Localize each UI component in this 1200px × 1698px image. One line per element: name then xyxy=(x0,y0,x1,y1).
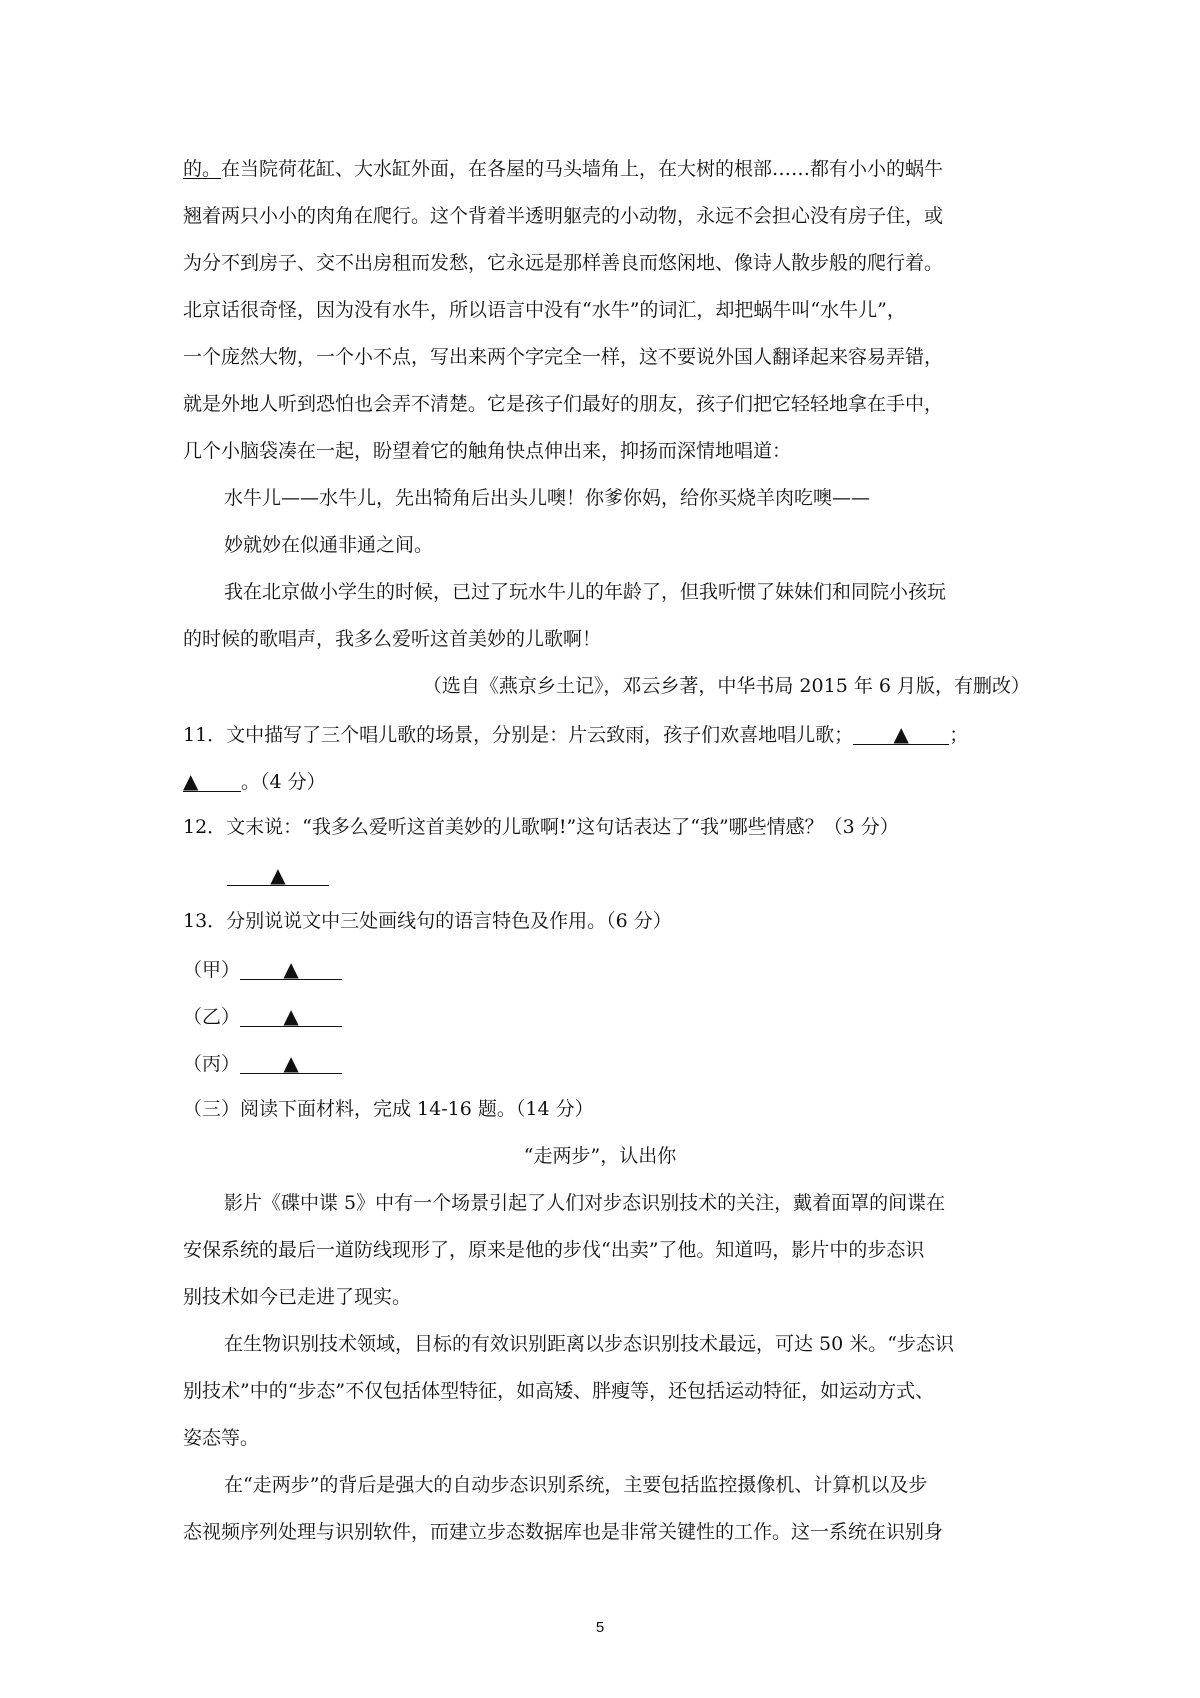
passage-line: 的时候的歌唱声，我多么爱听这首美妙的儿歌啊！ xyxy=(183,628,602,650)
answer-blank[interactable] xyxy=(240,1053,342,1074)
question-13-c: （丙） ▲ xyxy=(183,1053,1030,1074)
passage-line: 一个庞然大物，一个小不点，写出来两个字完全一样，这不要说外国人翻译起来容易弄错， xyxy=(183,346,944,368)
triangle-icon: ▲ xyxy=(283,1051,299,1075)
answer-blank[interactable] xyxy=(227,865,329,886)
question-13: 13．分别说说文中三处画线句的语言特色及作用。（6 分） xyxy=(183,910,672,932)
article-line: 在生物识别技术领域，目标的有效识别距离以步态识别技术最远，可达 50 米。“步态识 xyxy=(224,1333,954,1355)
article-line: 影片《碟中谍 5》中有一个场景引起了人们对步态识别技术的关注，戴着面罩的间谍在 xyxy=(224,1192,946,1214)
answer-blank[interactable] xyxy=(240,959,342,980)
passage-line: 为分不到房子、交不出房租而发愁，它永远是那样善良而悠闲地、像诗人散步般的爬行着。 xyxy=(183,252,944,274)
question-12: 12．文末说：“我多么爱听这首美妙的儿歌啊!”这句话表达了“我”哪些情感？（3 分） xyxy=(183,816,899,838)
source-citation: （选自《燕京乡土记》，邓云乡著，中华书局 2015 年 6 月版，有删改） xyxy=(422,675,1030,697)
passage-line: 的。在当院荷花缸、大水缸外面，在各屋的马头墙角上，在大树的根部……都有小小的蜗牛 xyxy=(183,158,944,180)
question-13-a: （甲） ▲ xyxy=(183,959,1030,980)
passage-line: 北京话很奇怪，因为没有水牛，所以语言中没有“水牛”的词汇，却把蜗牛叫“水牛儿”， xyxy=(183,299,906,321)
question-11-continued: ▲ 。（4 分） xyxy=(183,769,326,793)
song-line: 水牛儿——水牛儿，先出犄角后出头儿噢！你爹你妈，给你买烧羊肉吃噢—— xyxy=(224,487,871,509)
triangle-icon: ▲ xyxy=(270,863,286,887)
article-line: 姿态等。 xyxy=(183,1427,260,1449)
answer-blank[interactable] xyxy=(853,724,949,745)
passage-line: 就是外地人听到恐怕也会弄不清楚。它是孩子们最好的朋友，孩子们把它轻轻地拿在手中， xyxy=(183,393,944,415)
question-13-b: （乙） ▲ xyxy=(183,1006,1030,1027)
triangle-icon: ▲ xyxy=(183,769,199,793)
article-line: 在“走两步”的背后是强大的自动步态识别系统，主要包括监控摄像机、计算机以及步 xyxy=(224,1474,928,1496)
answer-blank[interactable] xyxy=(240,1006,342,1027)
question-12-answer xyxy=(227,865,1030,886)
article-title: “走两步”，认出你 xyxy=(523,1145,677,1167)
underlined-text: 的。 xyxy=(183,158,222,180)
article-line: 态视频序列处理与识别软件，而建立步态数据库也是非常关键性的工作。这一系统在识别身 xyxy=(183,1521,944,1543)
triangle-icon: ▲ xyxy=(283,1004,299,1028)
answer-blank[interactable] xyxy=(183,771,241,792)
triangle-icon: ▲ xyxy=(283,957,299,981)
section-heading: （三）阅读下面材料，完成 14-16 题。（14 分） xyxy=(183,1098,594,1120)
passage-line: 妙就妙在似通非通之间。 xyxy=(224,534,434,556)
passage-line: 几个小脑袋凑在一起，盼望着它的触角快点伸出来，抑扬而深情地唱道： xyxy=(183,440,792,462)
passage-line: 我在北京做小学生的时候，已过了玩水牛儿的年龄了，但我听惯了妹妹们和同院小孩玩 xyxy=(224,581,947,603)
triangle-icon: ▲ xyxy=(893,722,909,746)
question-11: 11．文中描写了三个唱儿歌的场景，分别是：片云致雨，孩子们欢喜地唱儿歌； ▲ ； xyxy=(183,722,969,746)
passage-line: 翘着两只小小的肉角在爬行。这个背着半透明躯壳的小动物，永远不会担心没有房子住，或 xyxy=(183,205,944,227)
article-line: 别技术如今已走进了现实。 xyxy=(183,1286,412,1308)
article-line: 安保系统的最后一道防线现形了，原来是他的步伐“出卖”了他。知道吗，影片中的步态识 xyxy=(183,1239,925,1261)
page-number: 5 xyxy=(595,1619,605,1636)
article-line: 别技术”中的“步态”不仅包括体型特征，如高矮、胖瘦等，还包括运动特征，如运动方式、 xyxy=(183,1380,935,1402)
